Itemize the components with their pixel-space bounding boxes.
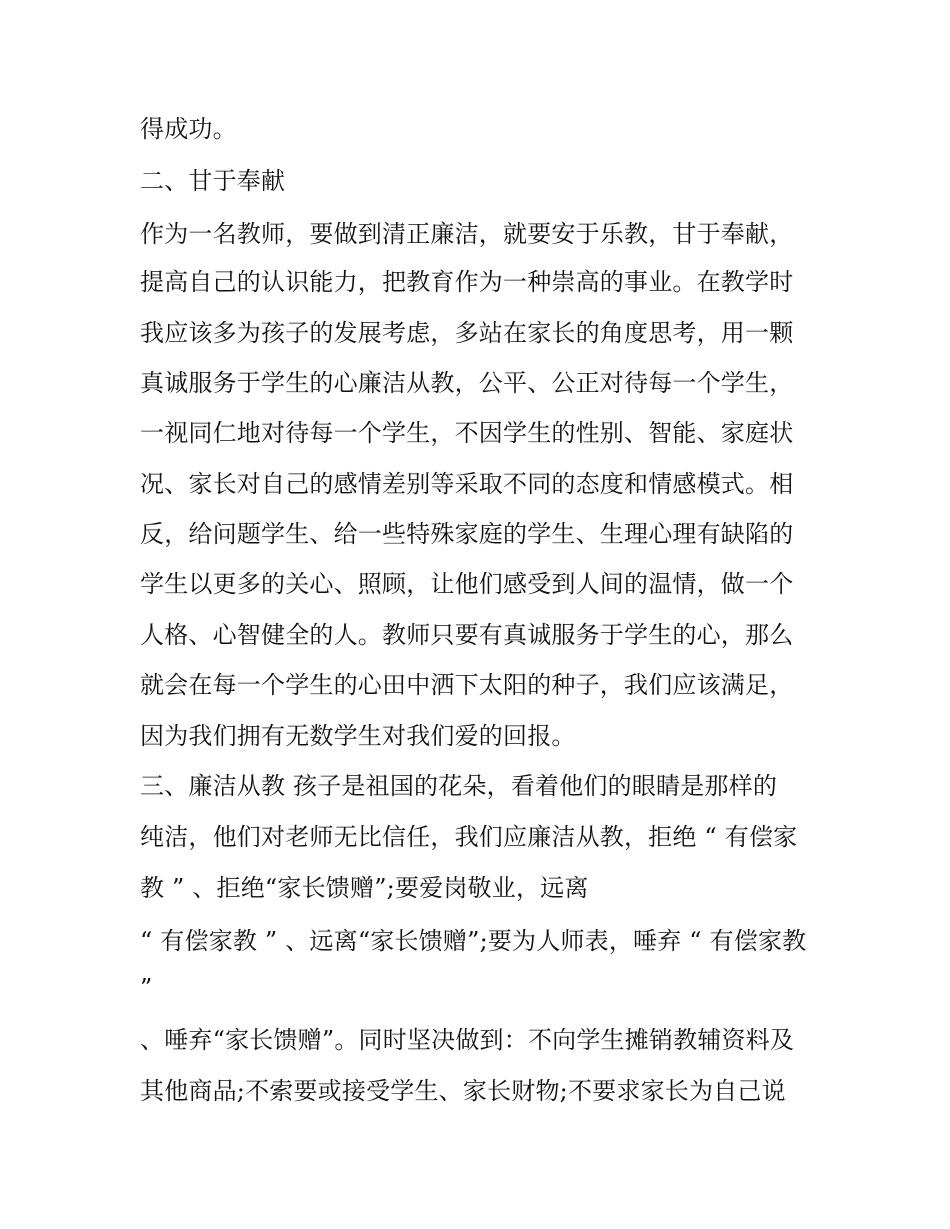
text-line-17: “ 有偿家教 ” 、远离“家长馈赠”;要为人师表，唾弃 “ 有偿家教 bbox=[140, 927, 807, 955]
text-line-12: 就会在每一个学生的心田中洒下太阳的种子，我们应该满足， bbox=[140, 671, 794, 699]
text-line-5: 我应该多为孩子的发展考虑，多站在家长的角度思考，用一颗 bbox=[140, 319, 794, 347]
text-line-3: 作为一名教师，要做到清正廉洁，就要安于乐教，甘于奉献， bbox=[140, 220, 794, 248]
text-line-20: 其他商品;不索要或接受学生、家长财物;不要求家长为自己说 bbox=[140, 1077, 786, 1105]
text-line-16: 教 ” 、拒绝“家长馈赠”;要爱岗敬业，远离 bbox=[140, 874, 589, 902]
text-line-7: 一视同仁地对待每一个学生，不因学生的性别、智能、家庭状 bbox=[140, 419, 794, 447]
text-line-19: 、唾弃“家长馈赠”。同时坚决做到：不向学生摊销教辅资料及 bbox=[140, 1026, 795, 1054]
text-line-8: 况、家长对自己的感情差别等采取不同的态度和情感模式。相 bbox=[140, 470, 794, 498]
text-line-6: 真诚服务于学生的心廉洁从教，公平、公正对待每一个学生， bbox=[140, 369, 794, 397]
section-heading-3: 三、廉洁从教 孩子是祖国的花朵，看着他们的眼睛是那样的 bbox=[140, 772, 778, 800]
text-line-4: 提高自己的认识能力，把教育作为一种崇高的事业。在教学时 bbox=[140, 268, 794, 296]
text-line-13: 因为我们拥有无数学生对我们爱的回报。 bbox=[140, 722, 576, 750]
text-line-11: 人格、心智健全的人。教师只要有真诚服务于学生的心，那么 bbox=[140, 621, 794, 649]
text-line-10: 学生以更多的关心、照顾，让他们感受到人间的温情，做一个 bbox=[140, 570, 794, 598]
section-heading-2: 二、甘于奉献 bbox=[140, 167, 286, 195]
text-line-15: 纯洁，他们对老师无比信任，我们应廉洁从教，拒绝 “ 有偿家 bbox=[140, 823, 798, 851]
text-line-1: 得成功。 bbox=[140, 115, 237, 143]
text-line-9: 反，给问题学生、给一些特殊家庭的学生、生理心理有缺陷的 bbox=[140, 520, 794, 548]
text-line-18: ” bbox=[140, 974, 153, 1002]
